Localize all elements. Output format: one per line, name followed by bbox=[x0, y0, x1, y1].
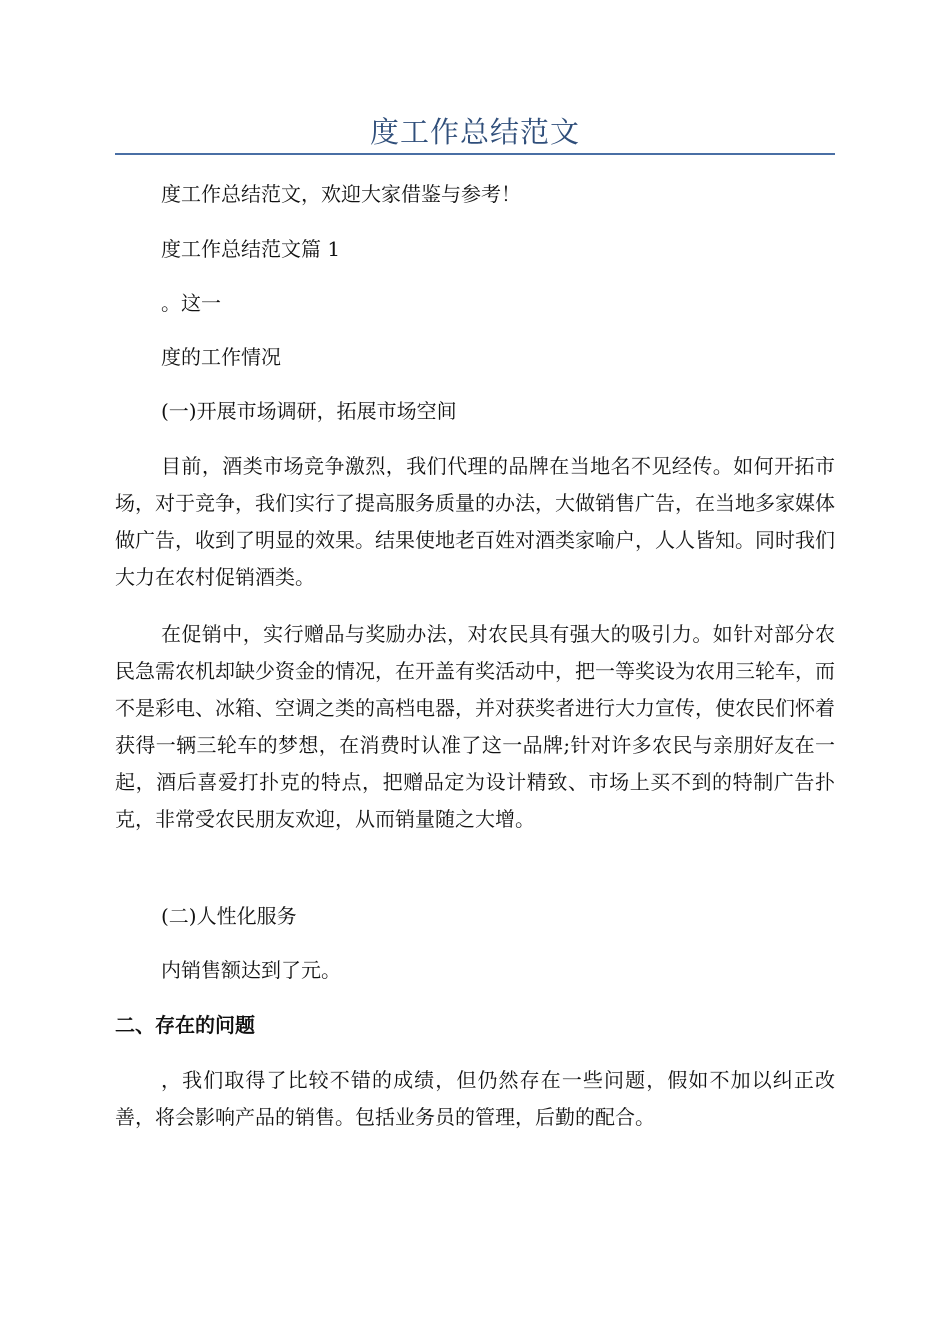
part-title: 度工作总结范文篇 1 bbox=[161, 237, 341, 261]
title-underline-rule bbox=[115, 153, 835, 155]
intro-line: 度工作总结范文，欢迎大家借鉴与参考！ bbox=[161, 182, 521, 206]
section-2-paragraph-1: 内销售额达到了元。 bbox=[161, 958, 341, 982]
section-1-title: (一)开展市场调研，拓展市场空间 bbox=[161, 399, 457, 423]
section-2-title: (二)人性化服务 bbox=[161, 904, 297, 928]
section-1-paragraph-2: 在促销中，实行赠品与奖励办法，对农民具有强大的吸引力。如针对部分农民急需农机却缺少资金的情况，在开盖有奖活动中，把一等奖设为农用三轮车，而不是彩电、冰箱、空调之类的高档电器，并对获奖者进行大力宣传，使农民们怀着获得一辆三轮车的梦想，在消费时认准了这一品牌;针对许多农民与亲朋好友在一起，酒后喜爱打扑克的特点，把赠品定为设计精致、市场上买不到的特制广告扑克，非常受农民朋友欢迎，从而销量随之大增。 bbox=[115, 622, 835, 831]
section-1-paragraph-1: 目前，酒类市场竞争激烈，我们代理的品牌在当地名不见经传。如何开拓市场，对于竞争，我们实行了提高服务质量的办法，大做销售广告，在当地多家媒体做广告，收到了明显的效果。结果使地老百姓对酒类家喻户，人人皆知。同时我们大力在农村促销酒类。 bbox=[115, 454, 835, 589]
fragment-line-a: 。这一 bbox=[161, 291, 221, 315]
document-title: 度工作总结范文 bbox=[369, 115, 580, 149]
problems-paragraph-1: ，我们取得了比较不错的成绩，但仍然存在一些问题，假如不加以纠正改善，将会影响产品的销售。包括业务员的管理，后勤的配合。 bbox=[115, 1068, 835, 1129]
fragment-line-b: 度的工作情况 bbox=[161, 345, 281, 369]
heading-problems: 二、存在的问题 bbox=[115, 1013, 255, 1037]
